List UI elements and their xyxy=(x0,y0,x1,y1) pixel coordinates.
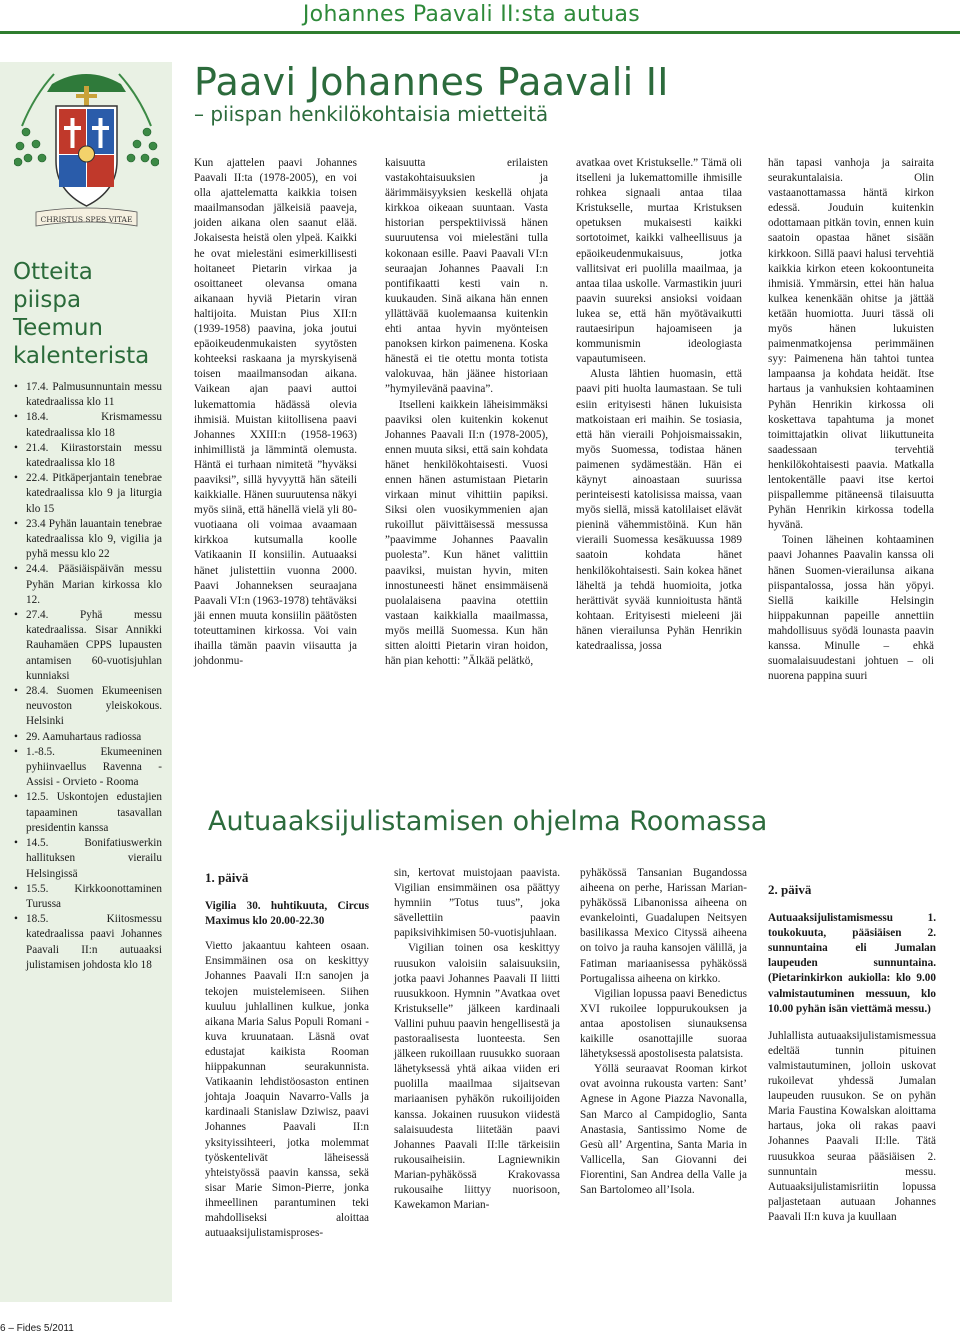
day2-heading: 2. päivä xyxy=(768,882,812,897)
list-item: • 22.4. Pitkäperjantain tenebrae katedraalissa klo 9 ja liturgia klo 15 xyxy=(12,471,162,517)
article-subtitle: – piispan henkilökohtaisia mietteitä xyxy=(194,102,549,126)
article-column-3 xyxy=(576,156,742,654)
list-item: • 28.4. Suomen Ekumeenisen neuvoston yleiskokous. Helsinki xyxy=(12,684,162,730)
day1-time: Vigilia 30. huhtikuuta, Circus Maximus klo 20.00-22.30 xyxy=(205,900,369,928)
paragraph: Itselleni kaikkein läheisimmäksi paaviksi olen kuitenkin kokenut Johannes Paavali II:n (1978-2005), ennen muuta siksi, että sain kohdata hänet henkilökohtaisesti. Vuosi ennen hänen astumistaan Pietarin virkaan minut vihittiin papiksi. Siksi olen vuosikymmenien ajan rukoillut päivittäisessä messussa ”paavimme Johannes Paavalin puolesta”. Kun hänet valittiin paaviksi, muistan hyvin, miten innostuneesti hänet ensimmäisenä puolalaisena paavina otettiin vastaan kaikkialla maailmassa, myös meillä Suomessa. Kun hän sitten aloitti Pietarin viran hoidon, hän pian kehotti: ”Älkää pelätkö, xyxy=(385,398,548,668)
list-item: • 18.5. Kiitosmessu katedraalissa paavi Johannes Paavali II:n autuaaksi julistamisen johdosta klo 18 xyxy=(12,912,162,973)
list-item: • 21.4. Kiirastorstain messu katedraalissa klo 18 xyxy=(12,441,162,471)
list-item: • 18.4. Krismamessu katedraalissa klo 18 xyxy=(12,410,162,440)
list-item: • 14.5. Bonifatiuswerkin hallituksen vierailu Helsingissä xyxy=(12,836,162,882)
paragraph: Vigilian toinen osa keskittyy ruusukon valoisiin salaisuuksiin, jotka paavi Johannes Paavali II liitti ruusukkoon. Hymnin ”Avatkaa ovet Kristukselle” jälkeen kardinaali Vallini puhuu paavin hengellisestä ja pastoraalisesta luonteesta. Sen jälkeen rukoillaan ruusukko suoraan lähetyksessä yhtä aikaa viiden eri puolilla maailmaa sijaitsevan mariaanisen pyhäkön rukoilijoiden kanssa. Jokainen ruusukon viidestä salaisuudesta liitetään paavi Johannes Paavali II:lle tärkeisiin rukousaiheisiin. Lagniewnikin Marian-pyhäkössä Krakovassa rukousaihe liittyy nuorisoon, Kawekamon Marian- xyxy=(394,942,560,1212)
paragraph: sin, kertovat muistojaan paavista. Vigilian ensimmäinen osa päättyy hymniin ”Totus tuus”, joka sävellettiin paavin papiksivihkimisen 50-vuotisjuhlaan. xyxy=(394,867,560,940)
program-column-1 xyxy=(205,870,369,1241)
calendar-list xyxy=(12,380,162,973)
article-column-4 xyxy=(768,156,934,684)
article-column-1 xyxy=(194,156,357,669)
header-rule xyxy=(0,31,960,34)
paragraph: pyhäkössä Tansanian Bugandossa aiheena on perhe, Harissan Marian-pyhäkössä Libanonissa aiheena on evankelointi, Guadalupen Neitsyen basilikassa Mexico Cityssä aiheena on toivo ja rauha kansojen välillä, ja Fatiman mariaanisessa pyhäkössä Portugalissa aiheena on kirkko. xyxy=(580,867,747,985)
program-column-4 xyxy=(768,882,936,1225)
paragraph: Alusta lähtien huomasin, että paavi piti huolta laumastaan. Se tuli esiin erityisesti hänen lukuisista matkoistaan eri maihin. Se tosiasia, että hän vieraili Pohjoismaissakin, myös Suomessa, todistaa hänen paimenen sydämestään. Hän ei käynyt ainoastaan suurissa perinteisesti katolisissa maissa, vaan myös siellä, missä katolilaiset elävät pieninä vähemmistöinä. Kun hän vieraili Suomessa kesäkuussa 1989 saatoin kohdata hänet henkilökohtaisesti. Sain kokea hänet läheltä ja tehdä huomioita, jotka herättivät syvää kunnioitusta häntä kohtaan. Erityisesti mieleeni jäi hänen vierailunsa Pyhän Henrikin katedraalissa, jossa xyxy=(576,368,742,652)
list-item: • 24.4. Pääsiäispäivän messu Pyhän Marian kirkossa klo 12. xyxy=(12,562,162,608)
paragraph: Vietto jakaantuu kahteen osaan. Ensimmäinen osa on keskittyy Johannes Paavali II:n sanojen ja tekojen muistelemiseen. Siihen kuuluu juhlallinen kulkue, jonka aikana Maria Salus Populi Romani -kuva kruunataan. Läsnä ovat edustajat kaikista Rooman hiippakunnan seurakunnista. Vatikaanin lehdistöosaston entinen johtaja Joaquin Navarro-Valls ja kardinaali Stanislaw Dziwisz, paavi Johannes Paavali II:n yksityissihteeri, jotka molemmat työskentelivät läheisessä yhteistyössä paavin kanssa, sekä sisar Marie Simon-Pierre, jonka ihmeellinen parantuminen teki mahdolliseksi aloittaa autuaaksijulistamisproses- xyxy=(205,940,369,1240)
list-item: • 1.-8.5. Ekumeeninen pyhiinvaellus Ravenna - Assisi - Orvieto - Rooma xyxy=(12,745,162,791)
page-footer: 6 – Fides 5/2011 xyxy=(0,1323,74,1334)
list-item: • 15.5. Kirkkoonottaminen Turussa xyxy=(12,882,162,912)
article-title: Paavi Johannes Paavali II xyxy=(194,60,669,104)
article-column-2 xyxy=(385,156,548,669)
program-column-3 xyxy=(580,866,747,1198)
paragraph: kaisuutta erilaisten vastakohtaisuuksien ja äärimmäisyyksien keskellä ohjata kirkkoa oikeaan suuntaan. Vasta historian perspektiivissä hänen suuruutensa voi mielestäni tulla kokonaan esille. Paavi Paavali VI:n seuraajan Johannes Paavali I:n pontifikaatti kesti vain n. kuukauden. Sinä aikana hän ennen yllättävää kuolemaansa kuitenkin ehti antaa hyvin myönteisen panoksen kirkon paimenena. Koska hänestä ei tie otettu monta totista valokuvaa, hän jäänee historiaan ”hymyilevänä paavina”. xyxy=(385,157,548,396)
day2-time: Autuaaksijulistamismessu 1. toukokuuta, pääsiäisen 2. sunnuntaina eli Jumalan laupeuden sunnuntaina. (Pietarinkirkon aukiolla: klo 9.00 valmistautuminen messuun, klo 10.00 pyhän isän viettämä messu.) xyxy=(768,912,936,1015)
paragraph: Yöllä seuraavat Rooman kirkot ovat avoinna rukousta varten: Sant’ Agnese in Agone Piazza Navonalla, San Marco al Campidoglio, Santa Anastasia, Santissimo Nome de Gesù all’ Argentina, Santa Maria in Vallicella, San Giovanni dei Fiorentini, San Andrea della Valle ja San Bartolomeo all’Isola. xyxy=(580,1063,747,1196)
paragraph: Juhlallista autuaaksijulistamismessua edeltää tunnin pituinen valmistautuminen, jolloin uskovat rukoilevat yhdessä Jumalan laupeuden ruusukon. Se on pyhän Maria Faustina Kowalskan aloittama hartaus, joka oli rakas paavi Johannes Paavali II:lle. Tätä ruusukkoa seuraa pääsiäisen 2. sunnuntain messu. Autuaaksijulistamisriitin lopussa paljastetaan autuaan Johannes Paavali II:n kuva ja kuullaan xyxy=(768,1029,936,1223)
crest-motto: CHRISTUS SPES VITAE xyxy=(40,215,133,224)
program-title: Autuaaksijulistamisen ohjelma Roomassa xyxy=(208,806,768,837)
day1-heading: 1. päivä xyxy=(205,870,249,885)
list-item: • 29. Aamuhartaus radiossa xyxy=(12,730,162,745)
list-item: • 27.4. Pyhä messu katedraalissa. Sisar Annikki Rauhamäen CPPS lupausten antamisen 60-vuotisjuhlan kunniaksi xyxy=(12,608,162,684)
list-item: • 12.5. Uskontojen edustajien tapaaminen tasavallan presidentin kanssa xyxy=(12,790,162,836)
paragraph: avatkaa ovet Kristukselle.” Tämä oli itselleni ja lukemattomille ihmisille rohkea signaali antaa tilaa Kristukselle, murtaa Kristuksen opetuksen mukaisesti kaikki sortotoimet, kaikki valheellisuus ja epäoikeudenmukaisuus, jotka vallitsivat eri puolilla maailmaa, ja antaa tilaa uskolle. Varmastikin juuri paavin suureksi ansioksi voidaan lukea se, että hän myötävaikutti rautaesiripun hajoamiseen ja kommunismin ideologiasta vapautumiseen. xyxy=(576,157,742,366)
program-column-2 xyxy=(394,866,560,1213)
bishop-coat-of-arms xyxy=(14,66,159,231)
paragraph: Vigilian lopussa paavi Benedictus XVI rukoilee loppurukouksen ja antaa apostolisen siunauksensa kaikille osanottajille suoraa lähetyksessä apostolisesta palatsista. xyxy=(580,987,747,1061)
paragraph: Kun ajattelen paavi Johannes Paavali II:ta (1978-2005), en voi olla ajattelematta kaikkia toisen maailmansodan jälkeisiä paaveja, joiden aikana olen saanut elää. Jokaisesta heistä olen ylpeä. Kaikki he ovat mielestäni esimerkillisesti hoitaneet Pietarin virkaa ja osoittaneet olevansa omana aikanaan hyviä Pietarin viran haltijoita. Muistan Pius XII:n (1939-1958) paavina, joka joutui epäoikeudenmukaisten syytösten kohteeksi raskaana ja myrskyisenä toisen maailmansodan aikana. Vaikean ajan paavi auttoi lukemattomia hädässä olevia ihmisiä. Muistan kiitollisena paavi Johannes XXIII:n (1958-1963) inhimillistä ja lämmintä olemusta. Häntä ei turhaan nimitetä ”hyväksi paaviksi”, sillä hyvyyttä hän säteili kaikkialle. Hänen suuruutensa näkyi myös siinä, että hänellä vielä yli 80-vuotiaana oli voimaa avaamaan kirkkoa kutsumalla koolle Vatikaanin II konsiilin. Autuaaksi hänet julistettiin vuonna 2000. Paavi Johanneksen seuraajana Paavali VI:n (1963-1978) tehtäväksi jäi ennen muuta konsiilin päätösten toteuttaminen kirkossa. Voi vain ihailla tämän paavin viisautta ja johdonmu- xyxy=(194,157,357,668)
list-item: • 23.4 Pyhän lauantain tenebrae katedraalissa klo 9, vigilia ja pyhä messu klo 22 xyxy=(12,517,162,563)
list-item: • 17.4. Palmusunnuntain messu katedraalissa klo 11 xyxy=(12,380,162,410)
paragraph: Toinen läheinen kohtaaminen paavi Johannes Paavalin kanssa oli hänen Suomen-vierailunsa aikana piispantalossa, jossa hän yöpyi. Siellä kaikille Helsingin hiippakunnan papeille annettiin mahdollisuus syödä lounasta paavin kanssa. Minulle – ehkä suomalaisuudestani johtuen – oli nuorena pappina suuri xyxy=(768,534,934,683)
series-title: Johannes Paavali II:sta autuas xyxy=(302,2,640,27)
paragraph: hän tapasi vanhoja ja sairaita seurakuntalaisia. Olin vastaanottamassa häntä kirkon edessä. Jouduin kuitenkin odottamaan pitkän tovin, ennen kuin saatoin opastaa hänet sisään kirkkoon. Sillä paavi halusi tervehtiä kaikkia kirkon eteen kokoontuneita ihmisiä. Ymmärsin, ettei hän halua kulkea kenenkään ohitse ja jättää ketään huomiotta. Juuri tässä oli myös hänen lukuisten paimenmatkojensa perimmäinen syy: Paimenena hän tahtoi tuntea lampaansa ja kohdata heidät. Itse hartaus ja vanhuksien kohtaaminen Pyhän Henrikin kirkossa oli koskettava tapahtuma ja monet toimittajatkin olivat liikuttuneita saadessaan tervehtiä henkilökohtaisesti paavia. Matkalla lentokentälle paavi itse kertoi piispallemme pitäneensä tilaisuutta Pyhän Henrikin kirkossa todella hyvänä. xyxy=(768,157,934,532)
sidebar-title: Otteita piispa Teemun kalenterista xyxy=(13,259,150,369)
